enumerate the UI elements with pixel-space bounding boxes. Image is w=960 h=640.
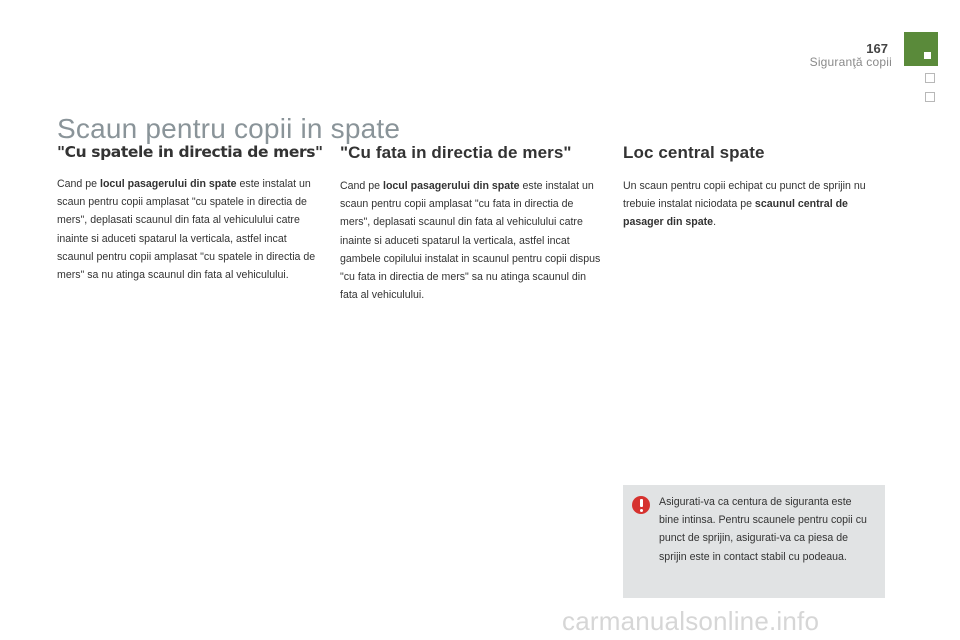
column-heading: "Cu spatele in directia de mers" xyxy=(57,143,323,161)
section-tab[interactable] xyxy=(925,73,935,83)
section-tab-active[interactable] xyxy=(904,32,938,66)
bold-phrase: locul pasagerului din spate xyxy=(100,178,237,190)
column-rear-center xyxy=(623,143,885,232)
column-rear-facing xyxy=(57,143,323,284)
warning-box xyxy=(623,485,885,598)
column-heading: Loc central spate xyxy=(623,143,765,162)
section-name: Siguranţă copii xyxy=(809,55,892,69)
page-number: 167 xyxy=(866,41,888,56)
bold-phrase: locul pasagerului din spate xyxy=(383,180,520,192)
watermark: carmanualsonline.info xyxy=(562,606,820,636)
column-text: Cand pe locul pasagerului din spate este instalat un scaun pentru copii amplasat "cu fata in directia de mers", deplasati scaunul din fata al vehiculului catre inainte si aduceti spatarul la verticala, astfel incat gambele copilului instalat in scaunul pentru copii dispus "cu fata in directia de mers" sa nu atinga scaunul din fata al vehiculului. xyxy=(340,180,601,302)
column-text: Cand pe locul pasagerului din spate este instalat un scaun pentru copii amplasat "cu spatele in directia de mers", deplasati scaunul din fata al vehiculului catre inainte si aduceti spatarul la verticala, astfel incat scaunul pentru copii amplasat "cu spatele in directia de mers" sa nu atinga scaunul din fata al vehiculului. xyxy=(57,178,316,282)
column-forward-facing xyxy=(340,143,602,304)
bold-phrase: scaunul central de pasager din spate xyxy=(623,198,848,229)
exclamation-icon xyxy=(632,496,650,514)
page-title: Scaun pentru copii in spate xyxy=(57,112,401,144)
column-heading: "Cu fata in directia de mers" xyxy=(340,143,572,162)
square-icon xyxy=(924,52,931,59)
column-text: Un scaun pentru copii echipat cu punct de sprijin nu trebuie instalat niciodata pe scaunul central de pasager din spate. xyxy=(623,180,866,229)
warning-text: Asigurati-va ca centura de siguranta este bine intinsa. Pentru scaunele pentru copii cu punct de sprijin, asigurati-va ca piesa de sprijin este in contact stabil cu podeaua. xyxy=(659,496,867,563)
section-tab[interactable] xyxy=(925,92,935,102)
